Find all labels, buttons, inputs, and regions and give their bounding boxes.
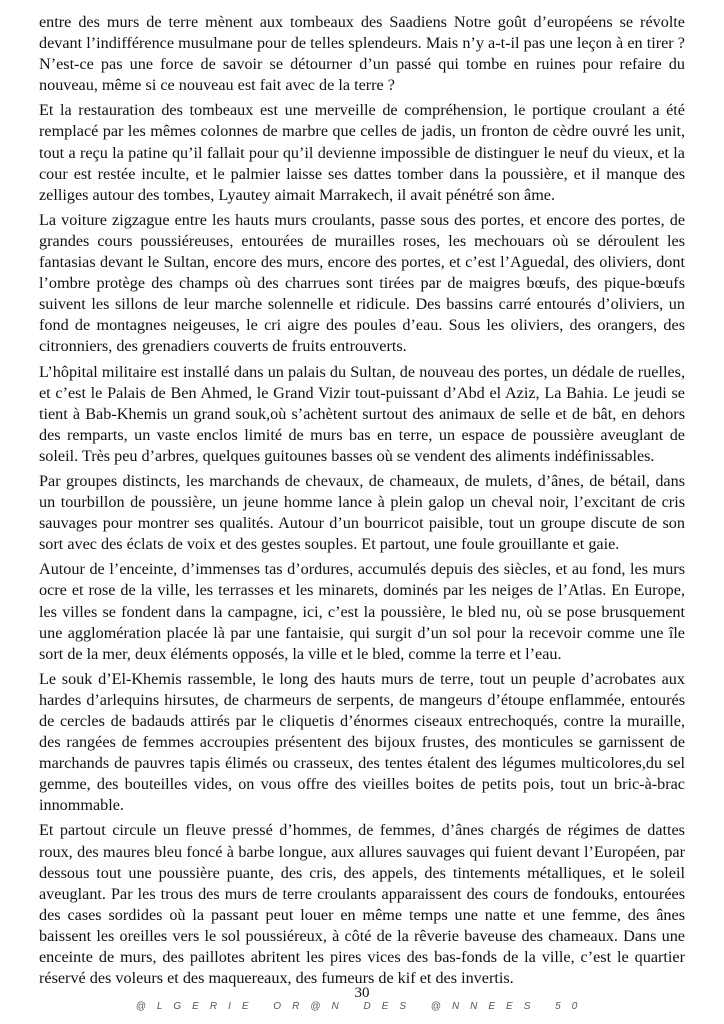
paragraph-3: La voiture zigzague entre les hauts murs croulants, passe sous des portes, et encore des portes, de grandes cours poussiéreuses, entourées de murailles roses, les mechouars où se déroulent les fantasias devant le Sultan, encore des murs, encore des portes, et c’est l’Aguedal, des oliviers, dont l’ombre protège des champs où des charrues sont tirées par de maigres bœufs, des pique-bœufs suivent les sillons de leur marche solennelle et ridicule. Des bassins carré entourés d’oliviers, un fond de montagnes neigeuses, le cri aigre des poules d’eau. Sous les oliviers, des orangers, des citronniers, des grenadiers couverts de fruits entrouverts. (39, 210, 685, 356)
page-body (39, 12, 685, 993)
paragraph-8: Et partout circule un fleuve pressé d’hommes, de femmes, d’ânes chargés de régimes de dattes roux, des maures bleu foncé à barbe longue, aux allures sauvages qui fuient devant l’Européen, par dessous tout une poussière puante, des cris, des appels, des tintements métalliques, et le soleil aveuglant. Par les trous des murs de terre croulants apparaissent des cours de fondouks, entourées des cases sordides où la passant peut louer en même temps une natte et une femme, des ânes baissent les oreilles vers le sol poussiéreux, à côté de la rêverie baveuse des chameaux. Dans une enceinte de murs, des paillotes abritent les pires vices des bas-fonds de la ville, c’est le quartier réservé des voleurs et des maquereaux, des fumeurs de kif et des invertis. (39, 821, 685, 988)
paragraph-1: entre des murs de terre mènent aux tombeaux des Saadiens Notre goût d’européens se révolte devant l’indifférence musulmane pour de telles splendeurs. Mais n’y a-t-il pas une leçon à en tirer ? N’est-ce pas une force de savoir se détourner d’un passé qui tombe en ruines pour refaire du nouveau, même si ce nouveau est fait avec de la terre ? (39, 13, 685, 95)
footer-text: @LGERIE OR@N DES @NNEES 50 (135, 1001, 589, 1012)
paragraph-7: Le souk d’El-Khemis rassemble, le long des hauts murs de terre, tout un peuple d’acrobates aux hardes d’arlequins hirsutes, de charmeurs de serpents, de mangeurs d’étoupe enflammée, entourés de cercles de badauds attirés par le cliquetis d’énormes ciseaux entrechoqués, contre la muraille, des rangées de femmes accroupies présentent des bijoux frustes, des monticules se garnissent de marchands de pauvres tapis élimés ou crasseux, des tentes étalent des légumes multicolores,du sel gemme, des bouteilles vides, on vous offre des vieilles boites de petits pois, tout un bric-à-brac innommable. (39, 669, 685, 815)
paragraph-6: Autour de l’enceinte, d’immenses tas d’ordures, accumulés depuis des siècles, et au fond, les murs ocre et rose de la ville, les terrasses et les minarets, dominés par les neiges de l’Atlas. En Europe, les villes se fondent dans la campagne, ici, c’est la poussière, le bled nu, où se pose brusquement une agglomération placée là par une fantaisie, qui surgit d’un sol pour la recevoir comme une île sort de la mer, deux éléments opposés, la ville et le bled, comme la terre et l’eau. (39, 560, 685, 663)
paragraph-4: L’hôpital militaire est installé dans un palais du Sultan, de nouveau des portes, un dédale de ruelles, et c’est le Palais de Ben Ahmed, le Grand Vizir tout-puissant d’Abd el Aziz, La Bahia. Le jeudi se tient à Bab-Khemis un grand souk,où s’achètent surtout des animaux de selle et de bât, en dehors des remparts, un vaste enclos limité de murs bas en terre, un espace de poussière aveuglant de soleil. Très peu d’arbres, quelques guitounes basses où se vendent des aliments indéfinissables. (39, 362, 685, 465)
paragraph-2: Et la restauration des tombeaux est une merveille de compréhension, le portique croulant a été remplacé par les mêmes colonnes de marbre que celles de jadis, un fronton de cèdre ouvré les unit, tout a reçu la patine qu’il fallait pour qu’il devienne impossible de distinguer le neuf du vieux, et la cour est restée inculte, et le palmier laisse ses dattes tomber dans la poussière, et il manque des zelliges autour des tombes, Lyautey aimait Marrakech, il avait pénétré son âme. (39, 101, 685, 204)
paragraph-5: Par groupes distincts, les marchands de chevaux, de chameaux, de mulets, d’ânes, de bétail, dans un tourbillon de poussière, un jeune homme lance à plein galop un cheval noir, l’excitant de cris sauvages pour montrer ses qualités. Autour d’un bourricot paisible, tout un groupe discute de son sort avec des éclats de voix et des gestes souples. Et partout, une foule grouillante et gaie. (39, 471, 685, 554)
page-number: 30 (354, 985, 370, 1001)
